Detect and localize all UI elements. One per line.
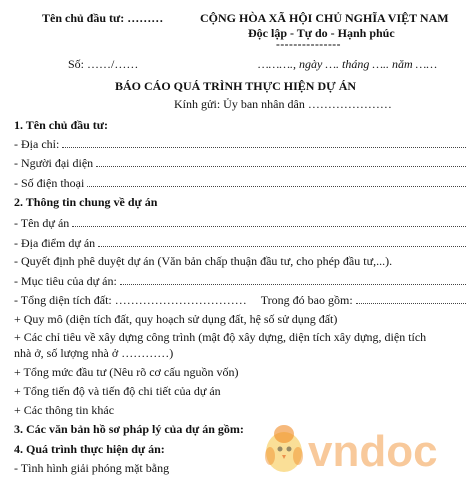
section-2-heading: 2. Thông tin chung về dự án [14, 195, 158, 209]
field-schedule: + Tổng tiến độ và tiến độ chi tiết của dự án [14, 384, 221, 398]
field-scale: + Quy mô (diện tích đất, quy hoạch sử dụng đất, hệ số sử dụng đất) [14, 312, 338, 326]
recipient-line: Kính gửi: Ủy ban nhân dân ………………… [174, 97, 392, 111]
fill-line [96, 157, 466, 167]
field-objectives: - Mục tiêu của dự án: [14, 274, 466, 289]
investor-name-label: Tên chủ đầu tư: ……… [42, 11, 164, 25]
field-total-area: - Tổng diện tích đất: …………………………… Trong đó bao gồm: [14, 293, 466, 308]
field-construction-criteria: + Các chỉ tiêu về xây dựng công trình (mật độ xây dựng, diện tích xây dựng, diện tích [14, 330, 427, 344]
fill-line [120, 275, 466, 285]
field-site-clearance: - Tình hình giải phóng mặt bằng [14, 461, 170, 475]
field-approval-decision: - Quyết định phê duyệt dự án (Văn bản chấp thuận đầu tư, cho phép đầu tư,...). [14, 254, 393, 268]
fill-line [72, 217, 466, 227]
vndoc-watermark [258, 416, 468, 478]
field-other-info: + Các thông tin khác [14, 403, 115, 417]
watermark-text: vndoc [308, 427, 438, 476]
field-representative: - Người đại diện [14, 156, 466, 171]
section-4-heading: 4. Quá trình thực hiện dự án: [14, 442, 165, 456]
section-1-heading: 1. Tên chủ đầu tư: [14, 118, 109, 132]
field-phone: - Số điện thoại [14, 176, 466, 191]
section-3-heading: 3. Các văn bản hồ sơ pháp lý của dự án gồm: [14, 422, 244, 436]
field-address: - Địa chỉ: [14, 137, 466, 152]
fill-line [356, 294, 466, 304]
document-date: ………., ngày …. tháng ….. năm …… [258, 57, 438, 71]
field-project-location: - Địa điểm dự án [14, 236, 466, 251]
chick-logo-icon [258, 416, 468, 478]
fill-line [98, 237, 466, 247]
document-number: Số: ……/…… [68, 57, 139, 71]
national-motto: Độc lập - Tự do - Hạnh phúc [248, 26, 395, 40]
fill-line [62, 138, 466, 148]
field-construction-criteria-cont: nhà ở, số lượng nhà ở …………) [14, 346, 174, 360]
fill-line [87, 177, 466, 187]
document-title: BÁO CÁO QUÁ TRÌNH THỰC HIỆN DỰ ÁN [115, 79, 357, 93]
field-project-name: - Tên dự án [14, 216, 466, 231]
motto-rule: --------------- [276, 39, 341, 51]
country-name: CỘNG HÒA XÃ HỘI CHỦ NGHĨA VIỆT NAM [200, 11, 449, 25]
field-total-investment: + Tổng mức đầu tư (Nêu rõ cơ cấu nguồn vốn) [14, 365, 239, 379]
